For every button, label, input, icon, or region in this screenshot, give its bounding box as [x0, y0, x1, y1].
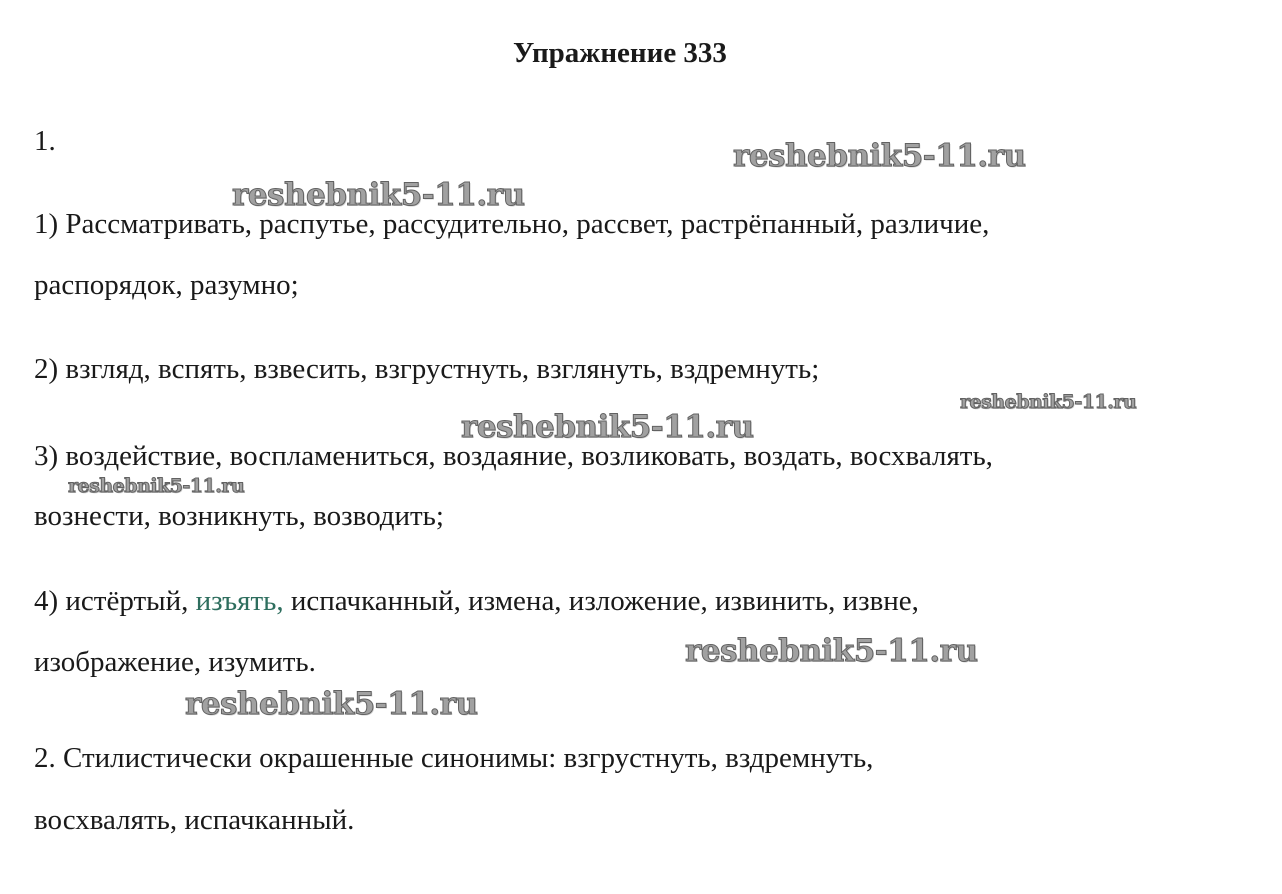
part-2-line-1: 2. Стилистически окрашенные синонимы: взгрустнуть, вздремнуть,	[34, 742, 874, 774]
item-4-text-c: испачканный, измена, изложение, извинить, извне,	[283, 585, 919, 617]
watermark: reshebnik5-11.ru	[685, 633, 978, 669]
watermark: reshebnik5-11.ru	[232, 177, 525, 213]
item-3-line-1: 3) воздействие, воспламениться, воздаяние, возликовать, воздать, восхвалять,	[34, 440, 993, 472]
watermark: reshebnik5-11.ru	[960, 391, 1137, 413]
watermark: reshebnik5-11.ru	[733, 138, 1026, 174]
item-1-line-2: распорядок, разумно;	[34, 269, 299, 301]
item-3-line-2: вознести, возникнуть, возводить;	[34, 500, 444, 532]
watermark: reshebnik5-11.ru	[68, 475, 245, 497]
page-title: Упражнение 333	[513, 37, 727, 69]
item-4-text-a: 4) истёртый,	[34, 585, 196, 617]
item-2-line-1: 2) взгляд, вспять, взвесить, взгрустнуть, взглянуть, вздремнуть;	[34, 353, 820, 385]
part-2-line-2: восхвалять, испачканный.	[34, 804, 355, 836]
item-4-line-2: изображение, изумить.	[34, 646, 316, 678]
item-4-line-1	[34, 582, 919, 620]
item-4-highlighted-word: изъять,	[195, 585, 284, 617]
part-1-label: 1.	[34, 125, 56, 157]
watermark: reshebnik5-11.ru	[185, 686, 478, 722]
item-1-line-1: 1) Рассматривать, распутье, рассудительно, рассвет, растрёпанный, различие,	[34, 208, 990, 240]
watermark: reshebnik5-11.ru	[461, 409, 754, 445]
